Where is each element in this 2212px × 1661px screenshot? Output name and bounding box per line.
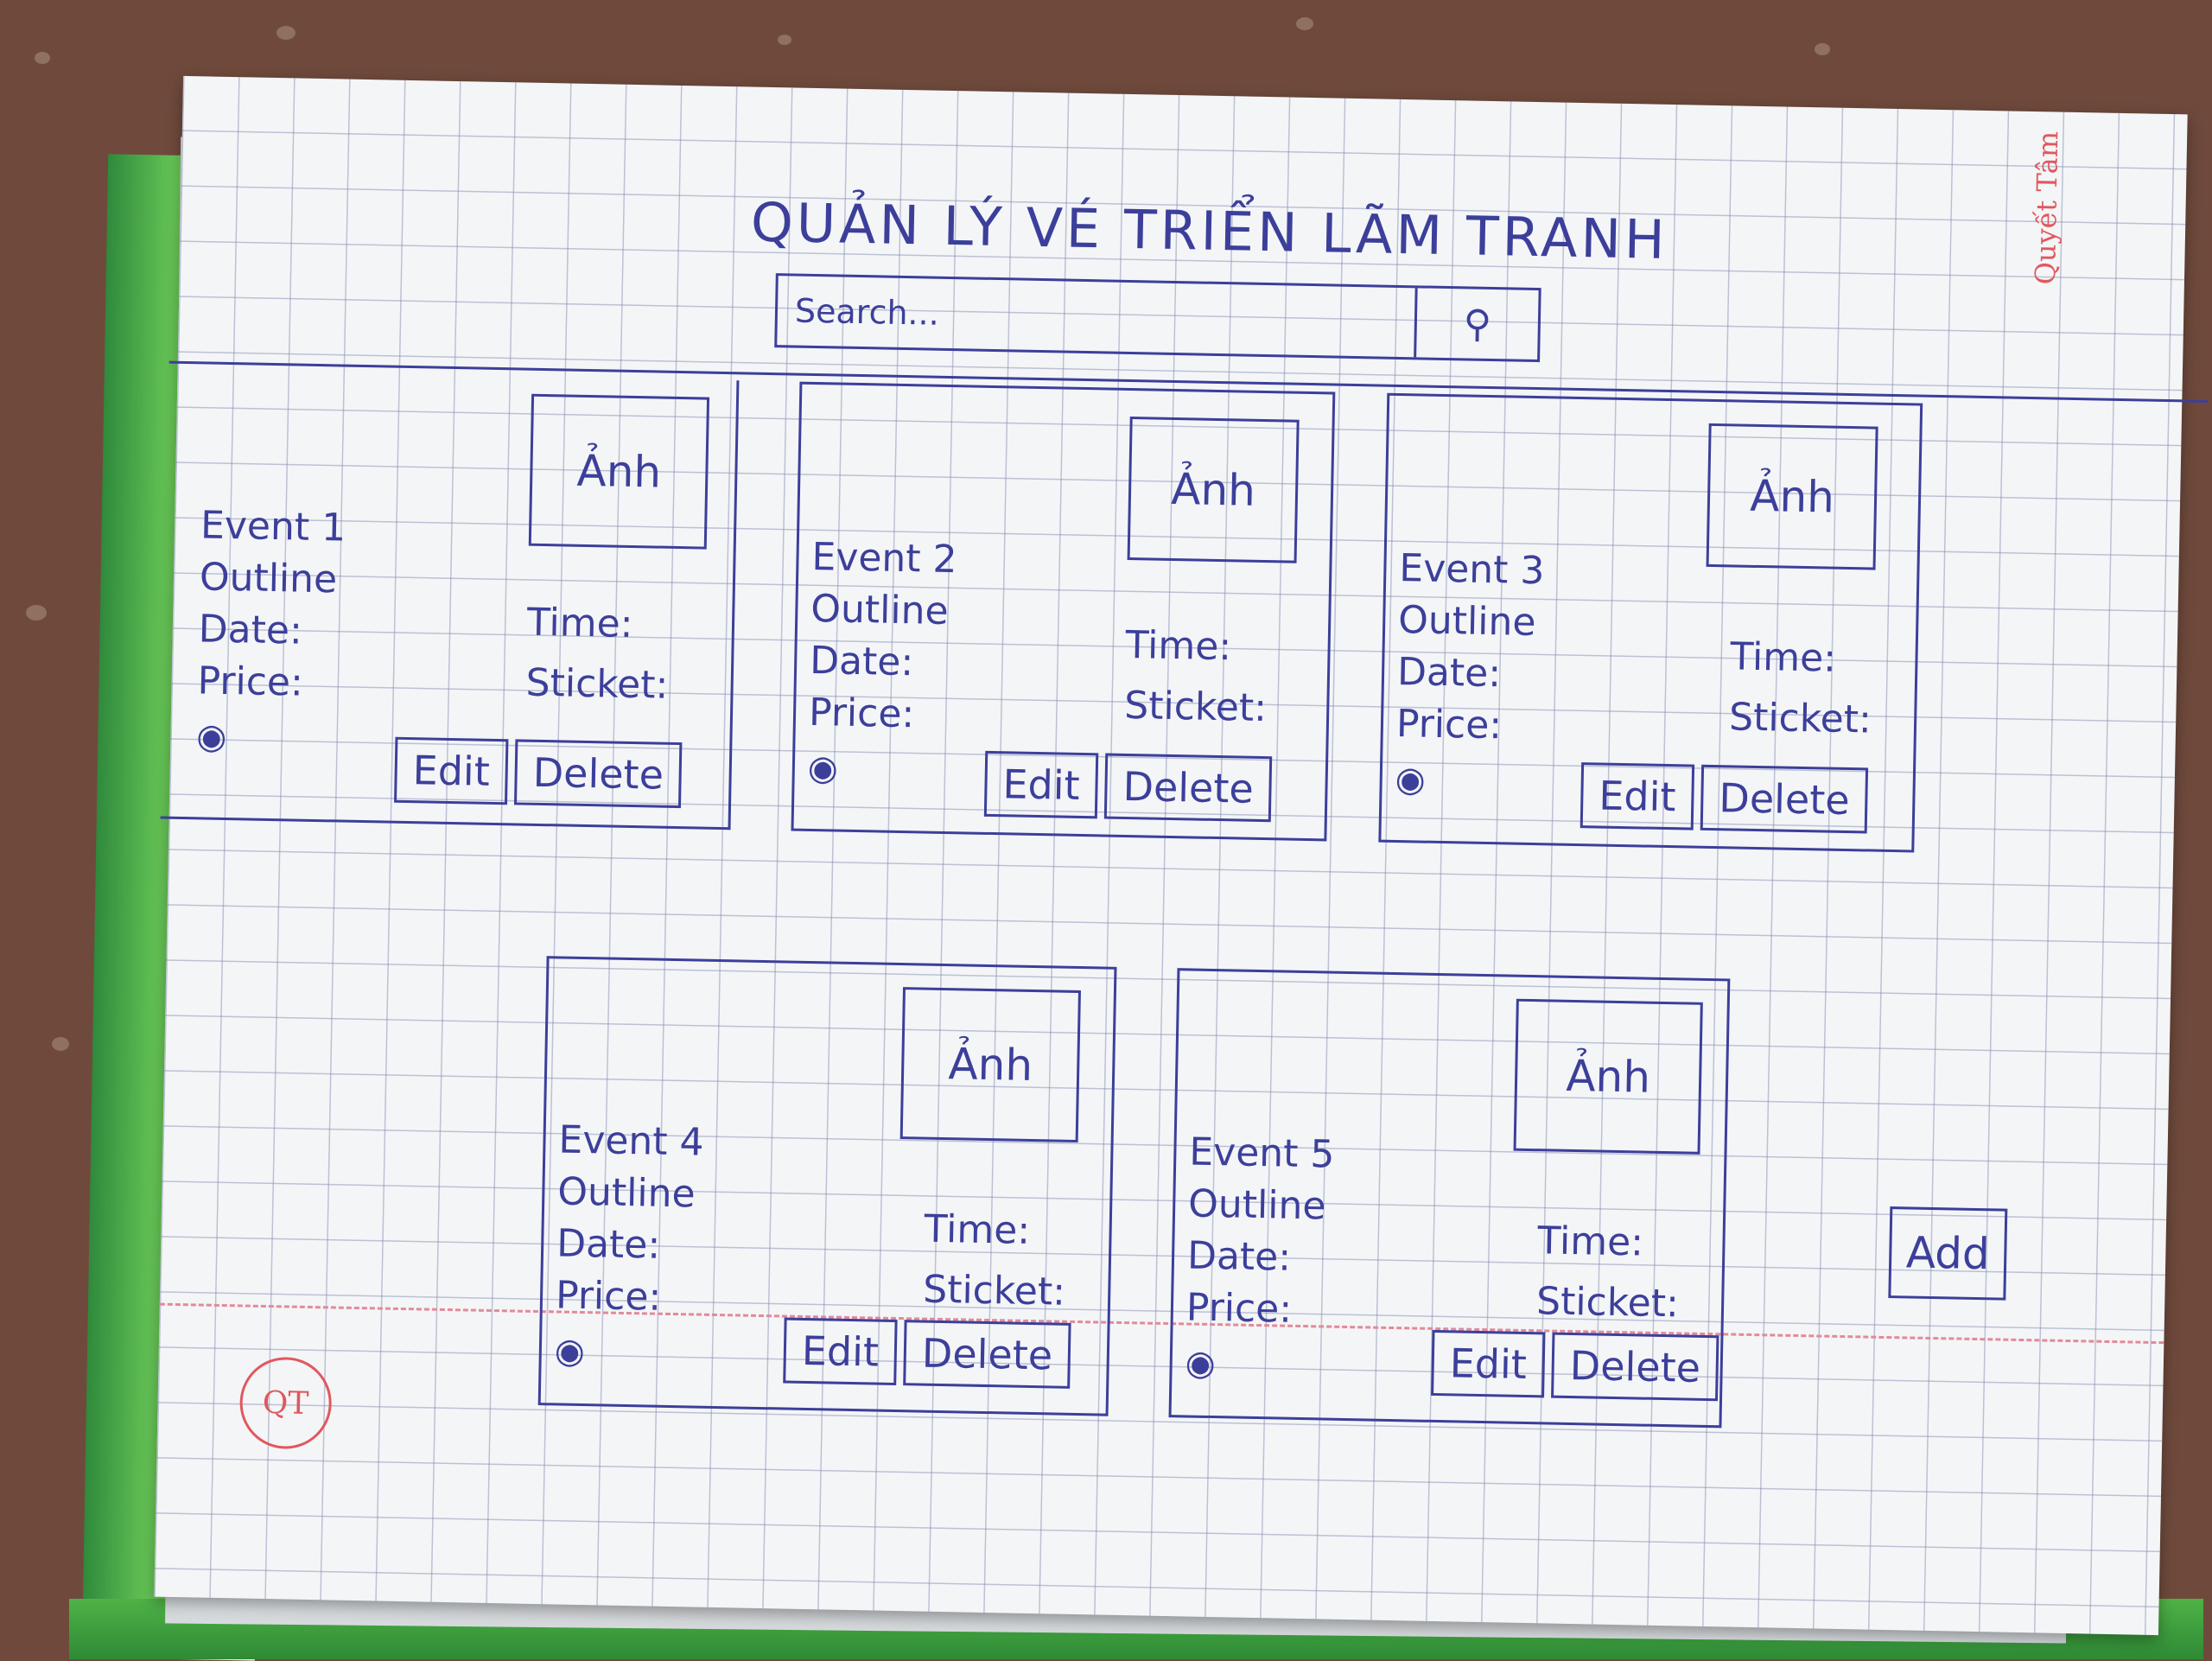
event-ticket: Sticket: (1728, 695, 1872, 742)
event-actions (984, 751, 1273, 822)
event-image: Ảnh (900, 987, 1081, 1142)
event-outline: Outline (1397, 598, 1536, 646)
event-image: Ảnh (1707, 423, 1878, 570)
event-outline: Outline (199, 555, 338, 602)
event-name: Event 5 (1188, 1130, 1335, 1177)
event-time: Time: (526, 600, 634, 646)
event-info-right (923, 1200, 1067, 1323)
event-time: Time: (924, 1206, 1031, 1253)
event-price: Price: (197, 659, 304, 705)
event-info-left (1395, 543, 1545, 808)
delete-button[interactable]: Delete (1700, 765, 1869, 834)
search-bar (774, 273, 1541, 362)
event-card-3 (1378, 393, 1923, 853)
event-actions (394, 737, 683, 808)
event-date: Date: (1396, 649, 1502, 697)
event-name: Event 4 (558, 1117, 705, 1165)
event-name: Event 2 (811, 534, 958, 582)
edit-button[interactable]: Edit (1580, 762, 1695, 830)
event-actions (1431, 1330, 1719, 1401)
search-icon: ⚲ (1463, 301, 1492, 347)
event-card-2 (791, 382, 1335, 842)
event-image: Ảnh (1128, 417, 1300, 563)
edit-button[interactable]: Edit (984, 751, 1099, 819)
event-price: Price: (808, 690, 915, 737)
event-ticket: Sticket: (1123, 683, 1268, 731)
event-info-right (525, 593, 670, 716)
event-price: Price: (1395, 701, 1503, 748)
delete-button[interactable]: Delete (514, 739, 683, 808)
event-image: Ảnh (1514, 999, 1703, 1155)
location-pin-icon: ◉ (195, 716, 227, 757)
event-date: Date: (198, 607, 303, 653)
event-info-right (1124, 615, 1268, 739)
event-time: Time: (1125, 622, 1232, 670)
page-title: QUẢN LÝ VÉ TRIỂN LÃM TRANH (750, 190, 1669, 271)
event-card-5 (1169, 968, 1731, 1428)
event-image: Ảnh (529, 394, 709, 550)
event-outline: Outline (810, 586, 950, 634)
paper-brand-logo: QT (239, 1356, 333, 1449)
event-info-left (554, 1114, 704, 1379)
margin-line (160, 1303, 2164, 1345)
event-name: Event 3 (1398, 546, 1545, 594)
edit-button[interactable]: Edit (783, 1318, 898, 1386)
event-outline: Outline (556, 1169, 696, 1217)
event-card-4 (538, 956, 1117, 1416)
event-info-right (1729, 627, 1873, 750)
grid-paper-sheet (154, 76, 2187, 1635)
delete-button[interactable]: Delete (903, 1320, 1071, 1389)
event-date: Date: (556, 1221, 661, 1268)
delete-button[interactable]: Delete (1551, 1333, 1719, 1402)
search-button[interactable] (1416, 288, 1539, 360)
event-info-left (196, 500, 346, 765)
delete-button[interactable]: Delete (1104, 754, 1273, 823)
event-outline: Outline (1187, 1181, 1326, 1229)
location-pin-icon: ◉ (1395, 759, 1427, 800)
event-ticket: Sticket: (922, 1267, 1066, 1314)
event-actions (1580, 762, 1869, 833)
event-info-left (807, 531, 957, 797)
event-date: Date: (1186, 1233, 1292, 1280)
edit-button[interactable]: Edit (394, 737, 509, 805)
event-info-left (1185, 1126, 1335, 1391)
event-time: Time: (1730, 634, 1837, 681)
location-pin-icon: ◉ (554, 1331, 586, 1372)
location-pin-icon: ◉ (807, 748, 839, 789)
event-actions (783, 1318, 1071, 1389)
event-price: Price: (555, 1273, 662, 1320)
location-pin-icon: ◉ (1185, 1343, 1217, 1384)
event-ticket: Sticket: (525, 660, 669, 708)
event-ticket: Sticket: (1535, 1279, 1680, 1327)
event-info-right (1535, 1211, 1680, 1334)
event-name: Event 1 (200, 503, 346, 550)
event-time: Time: (1537, 1219, 1644, 1265)
event-card-1 (161, 370, 740, 830)
add-button[interactable]: Add (1888, 1206, 2007, 1301)
event-price: Price: (1185, 1285, 1293, 1332)
edit-button[interactable]: Edit (1431, 1330, 1546, 1398)
paper-brand-signature: Quyết Tâm (2028, 130, 2065, 285)
event-date: Date: (809, 638, 914, 685)
search-input[interactable] (777, 276, 1417, 357)
